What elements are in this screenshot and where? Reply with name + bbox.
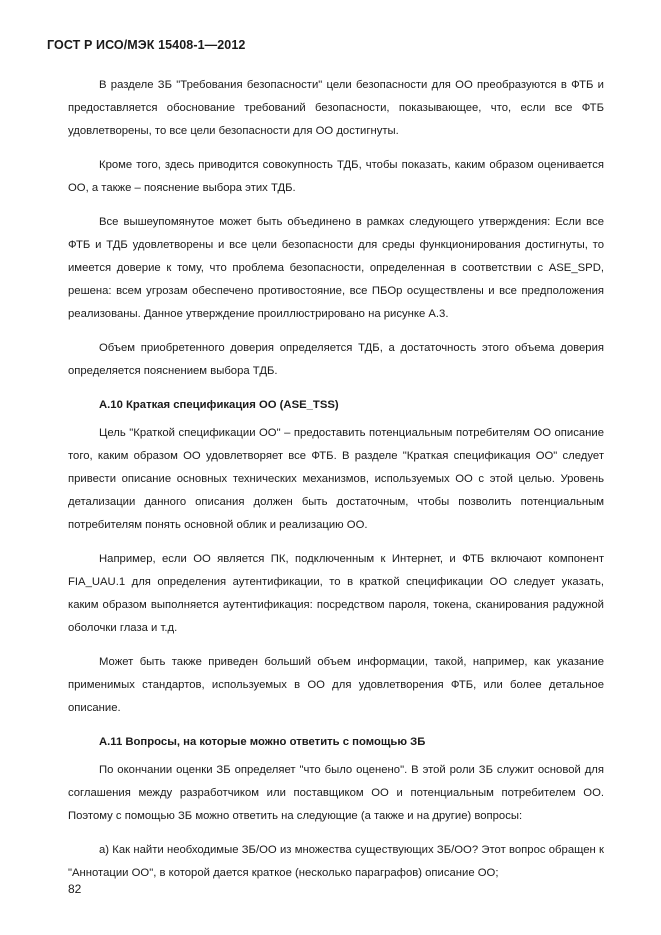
- paragraph: Цель "Краткой спецификации ОО" – предоставить потенциальным потребителям ОО описание того, каким образом ОО удовлетворяет все ФТБ. В разделе "Краткая спецификация ОО" следует привести описание основных технических механизмов, используемых ОО с этой целью. Уровень детализации данного описания должен быть достаточным, чтобы позволить потенциальным потребителям понять основной облик и реализацию ОО.: [68, 427, 604, 531]
- paragraph: Может быть также приведен больший объем информации, такой, например, как указание применимых стандартов, используемых в ОО для удовлетворения ФТБ, или более детальное описание.: [68, 656, 604, 714]
- paragraph: По окончании оценки ЗБ определяет "что было оценено". В этой роли ЗБ служит основой для соглашения между разработчиком или поставщиком ОО и потенциальным потребителем ОО. Поэтому с помощью ЗБ можно ответить на следующие (а также и на другие) вопросы:: [68, 764, 604, 822]
- paragraph: а) Как найти необходимые ЗБ/ОО из множества существующих ЗБ/ОО? Этот вопрос обращен к "Аннотации ОО", в которой дается краткое (несколько параграфов) описание ОО;: [68, 844, 604, 879]
- paragraph: Например, если ОО является ПК, подключенным к Интернет, и ФТБ включают компонент FIA_UAU.1 для определения аутентификации, то в краткой спецификации ОО следует указать, каким образом выполняется аутентификация: посредством пароля, токена, сканирования радужной оболочки глаза и т.д.: [68, 553, 604, 634]
- paragraph: В разделе ЗБ "Требования безопасности" цели безопасности для ОО преобразуются в ФТБ и предоставляется обоснование требований безопасности, показывающее, что, если все ФТБ удовлетворены, то все цели безопасности для ОО достигнуты.: [68, 79, 604, 137]
- page-number: 82: [68, 882, 82, 896]
- section-heading: А.11 Вопросы, на которые можно ответить с помощью ЗБ: [99, 736, 426, 748]
- document-body: [68, 74, 604, 896]
- paragraph: Все вышеупомянутое может быть объединено в рамках следующего утверждения: Если все ФТБ и ТДБ удовлетворены и все цели безопасности для среды функционирования достигнуты, то имеется доверие к тому, что проблема безопасности, определенная в соответствии с ASE_SPD, решена: всем угрозам обеспечено противостояние, все ПБОр осуществлены и все предположения реализованы. Данное утверждение проиллюстрировано на рисунке А.3.: [68, 216, 604, 320]
- paragraph: Кроме того, здесь приводится совокупность ТДБ, чтобы показать, каким образом оценивается ОО, а также – пояснение выбора этих ТДБ.: [68, 159, 604, 194]
- paragraph: Объем приобретенного доверия определяется ТДБ, а достаточность этого объема доверия определяется пояснением выбора ТДБ.: [68, 342, 604, 377]
- document-header: ГОСТ Р ИСО/МЭК 15408-1—2012: [47, 38, 246, 52]
- section-heading: А.10 Краткая спецификация ОО (ASE_TSS): [99, 399, 339, 411]
